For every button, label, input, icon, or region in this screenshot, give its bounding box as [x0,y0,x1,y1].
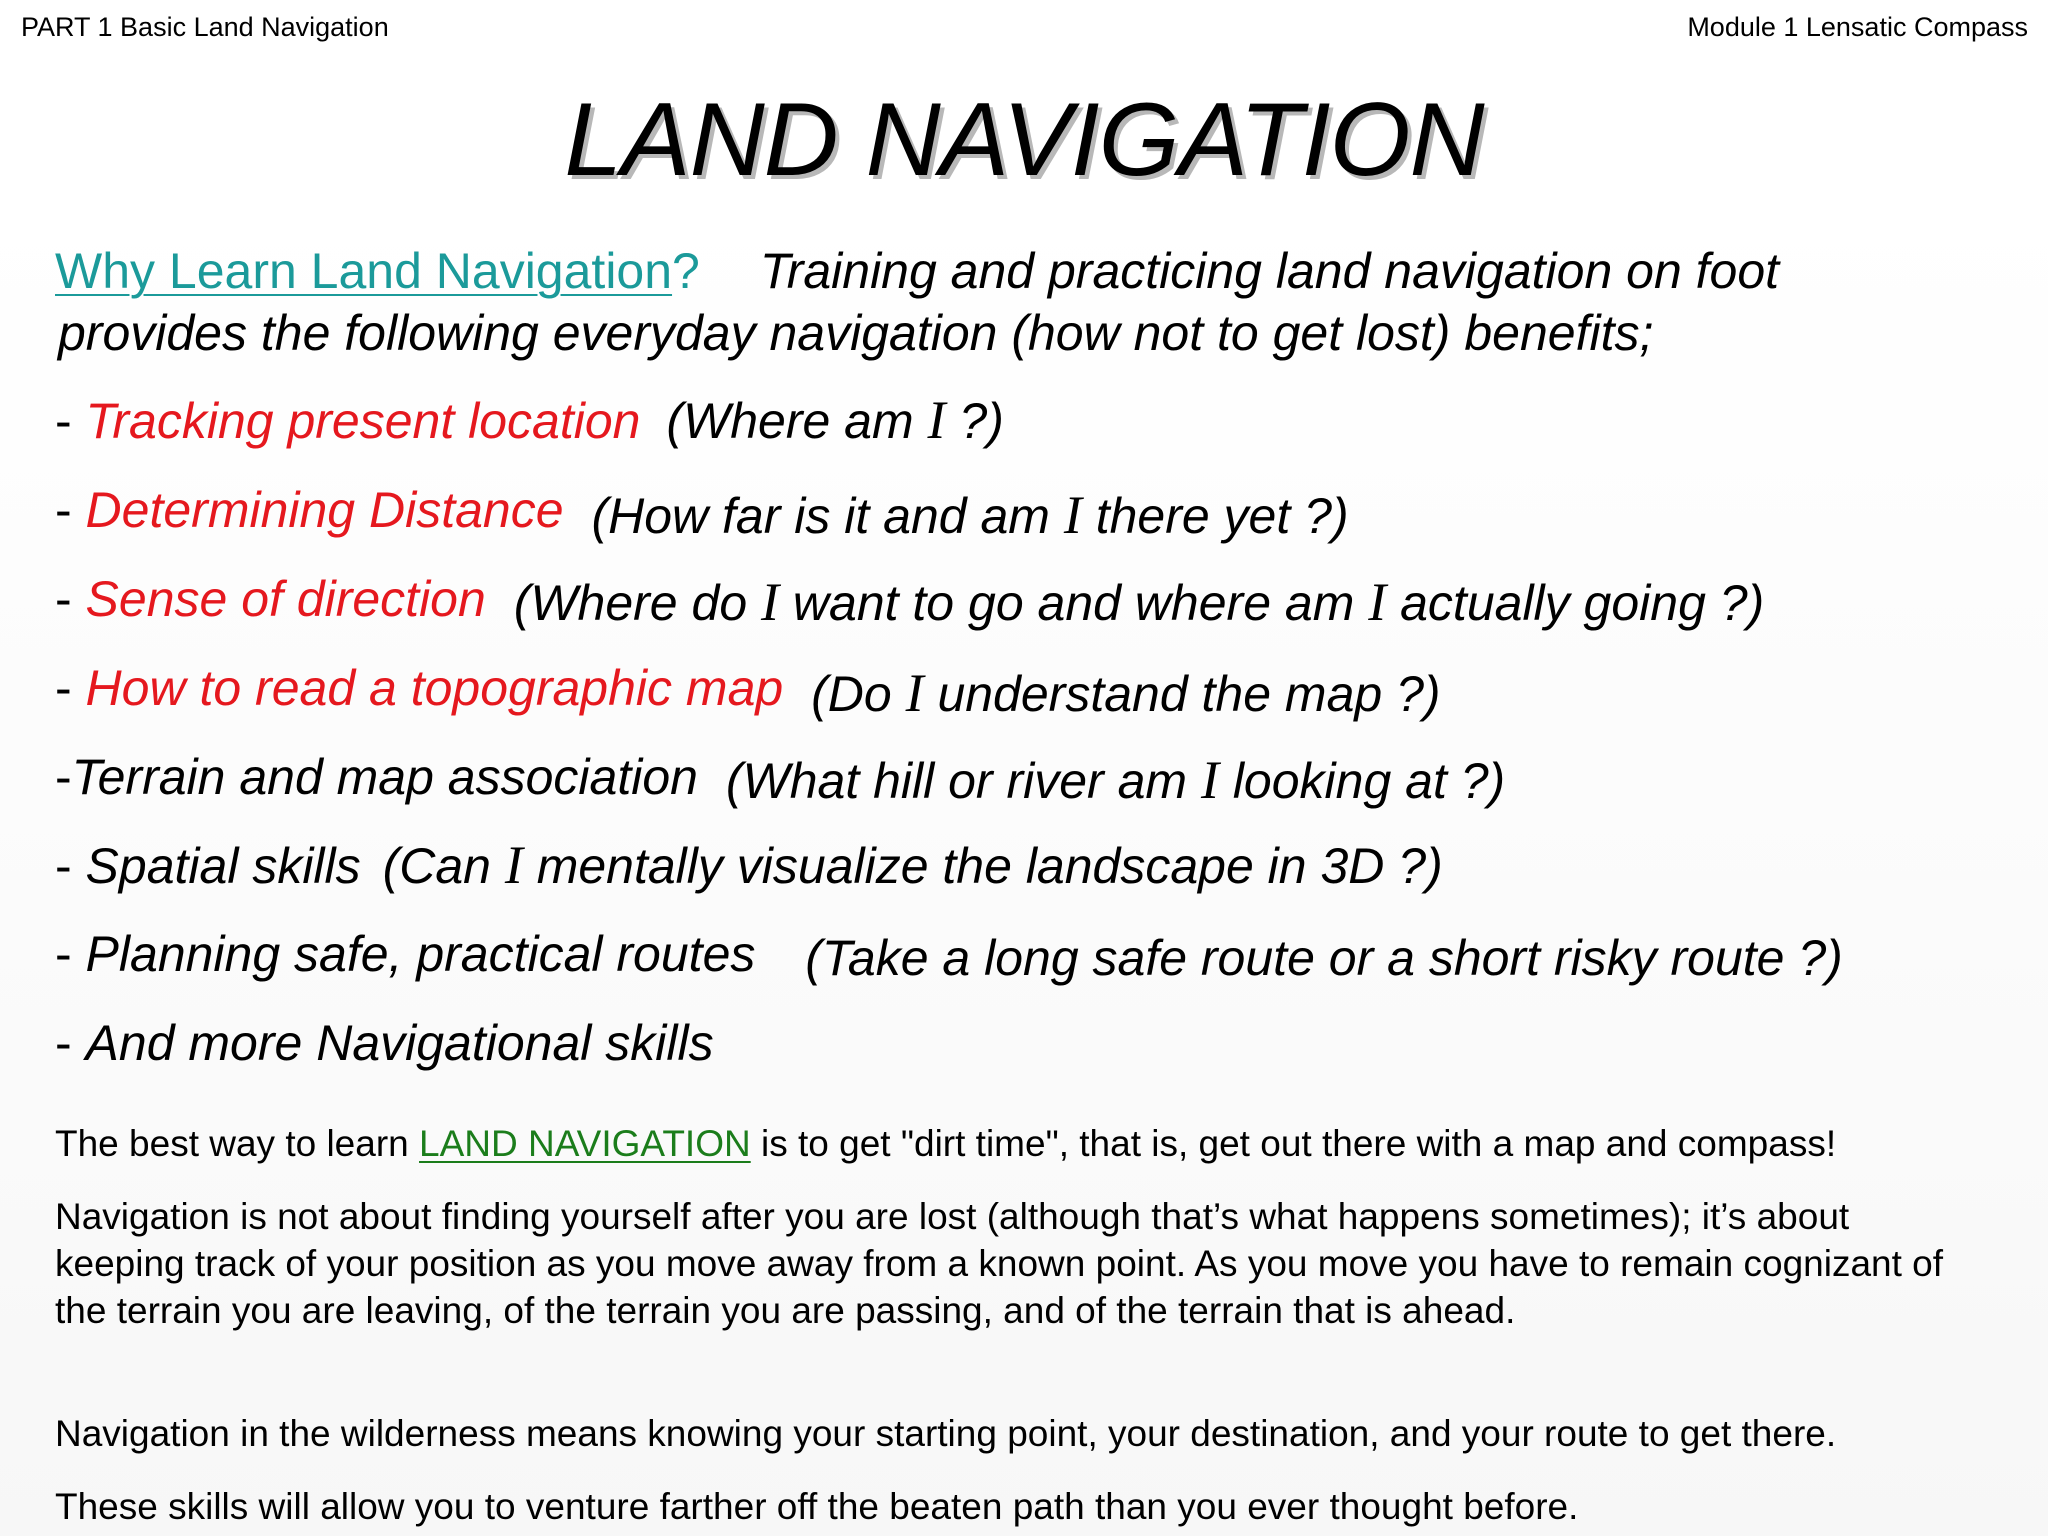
benefit-item [55,657,1441,723]
bullet-dash: - [55,393,86,449]
benefit-label: Terrain and map association [71,749,698,805]
benefit-item [55,479,1349,545]
benefit-label: Tracking present location [85,393,641,449]
bullet-dash: - [55,571,86,627]
bullet-dash: - [55,926,86,982]
benefit-label: Spatial skills [85,838,361,894]
bullet-dash: - [55,1015,86,1071]
land-navigation-link[interactable]: LAND NAVIGATION [419,1123,751,1164]
header-part-label: PART 1 Basic Land Navigation [21,12,389,42]
why-question-mark: ? [672,243,700,299]
header-module-label: Module 1 Lensatic Compass [1687,12,2028,42]
bullet-dash: - [55,660,86,716]
benefit-question: (Where do I want to go and where am I actually going ?) [513,572,1765,632]
paragraph-keeping-track: Navigation is not about finding yourself after you are lost (although that’s what happens sometimes); it’s about keeping track of your position as you move away from a known point. As you move you have to remain cognizant of the terrain you are leaving, of the terrain you are passing, and of the terrain that is ahead. [55,1196,1944,1331]
bullet-dash: - [55,482,86,538]
benefit-question: (Take a long safe route or a short risky route ?) [805,930,1843,986]
paragraph-wilderness: Navigation in the wilderness means knowing your starting point, your destination, and your route to get there. [55,1413,1837,1454]
intro-line1: Training and practicing land navigation on foot [759,243,1780,299]
benefit-item [55,924,1843,984]
benefit-question: (Can I mentally visualize the landscape in 3D ?) [382,835,1443,895]
paragraph-dirt-time: The best way to learn LAND NAVIGATION is to get "dirt time", that is, get out there with a map and compass! [55,1123,1837,1164]
page-title: LAND NAVIGATION [564,82,1484,198]
bullet-dash: - [55,749,72,805]
benefit-label: Planning safe, practical routes [85,926,756,982]
benefit-question: (Do I understand the map ?) [811,663,1441,723]
why-learn-link[interactable]: Why Learn Land Navigation [55,243,673,299]
benefit-item [55,746,1506,810]
benefit-item [55,1013,714,1073]
benefit-question: (Where am I ?) [666,390,1004,450]
benefit-item [55,568,1765,632]
benefit-question: (How far is it and am I there yet ?) [591,485,1349,545]
bullet-dash: - [55,838,86,894]
benefit-item [55,835,1443,896]
intro-text [55,240,2015,364]
paragraph-skills: These skills will allow you to venture farther off the beaten path than you ever thought before. [55,1486,1579,1527]
benefit-label: Determining Distance [85,482,564,538]
benefit-question: (What hill or river am I looking at ?) [725,750,1506,810]
benefit-label: How to read a topographic map [85,660,784,716]
intro-line2: provides the following everyday navigation (how not to get lost) benefits; [58,305,1654,361]
benefit-label: Sense of direction [85,571,486,627]
benefit-item [55,390,1004,451]
benefit-label: And more Navigational skills [85,1015,714,1071]
